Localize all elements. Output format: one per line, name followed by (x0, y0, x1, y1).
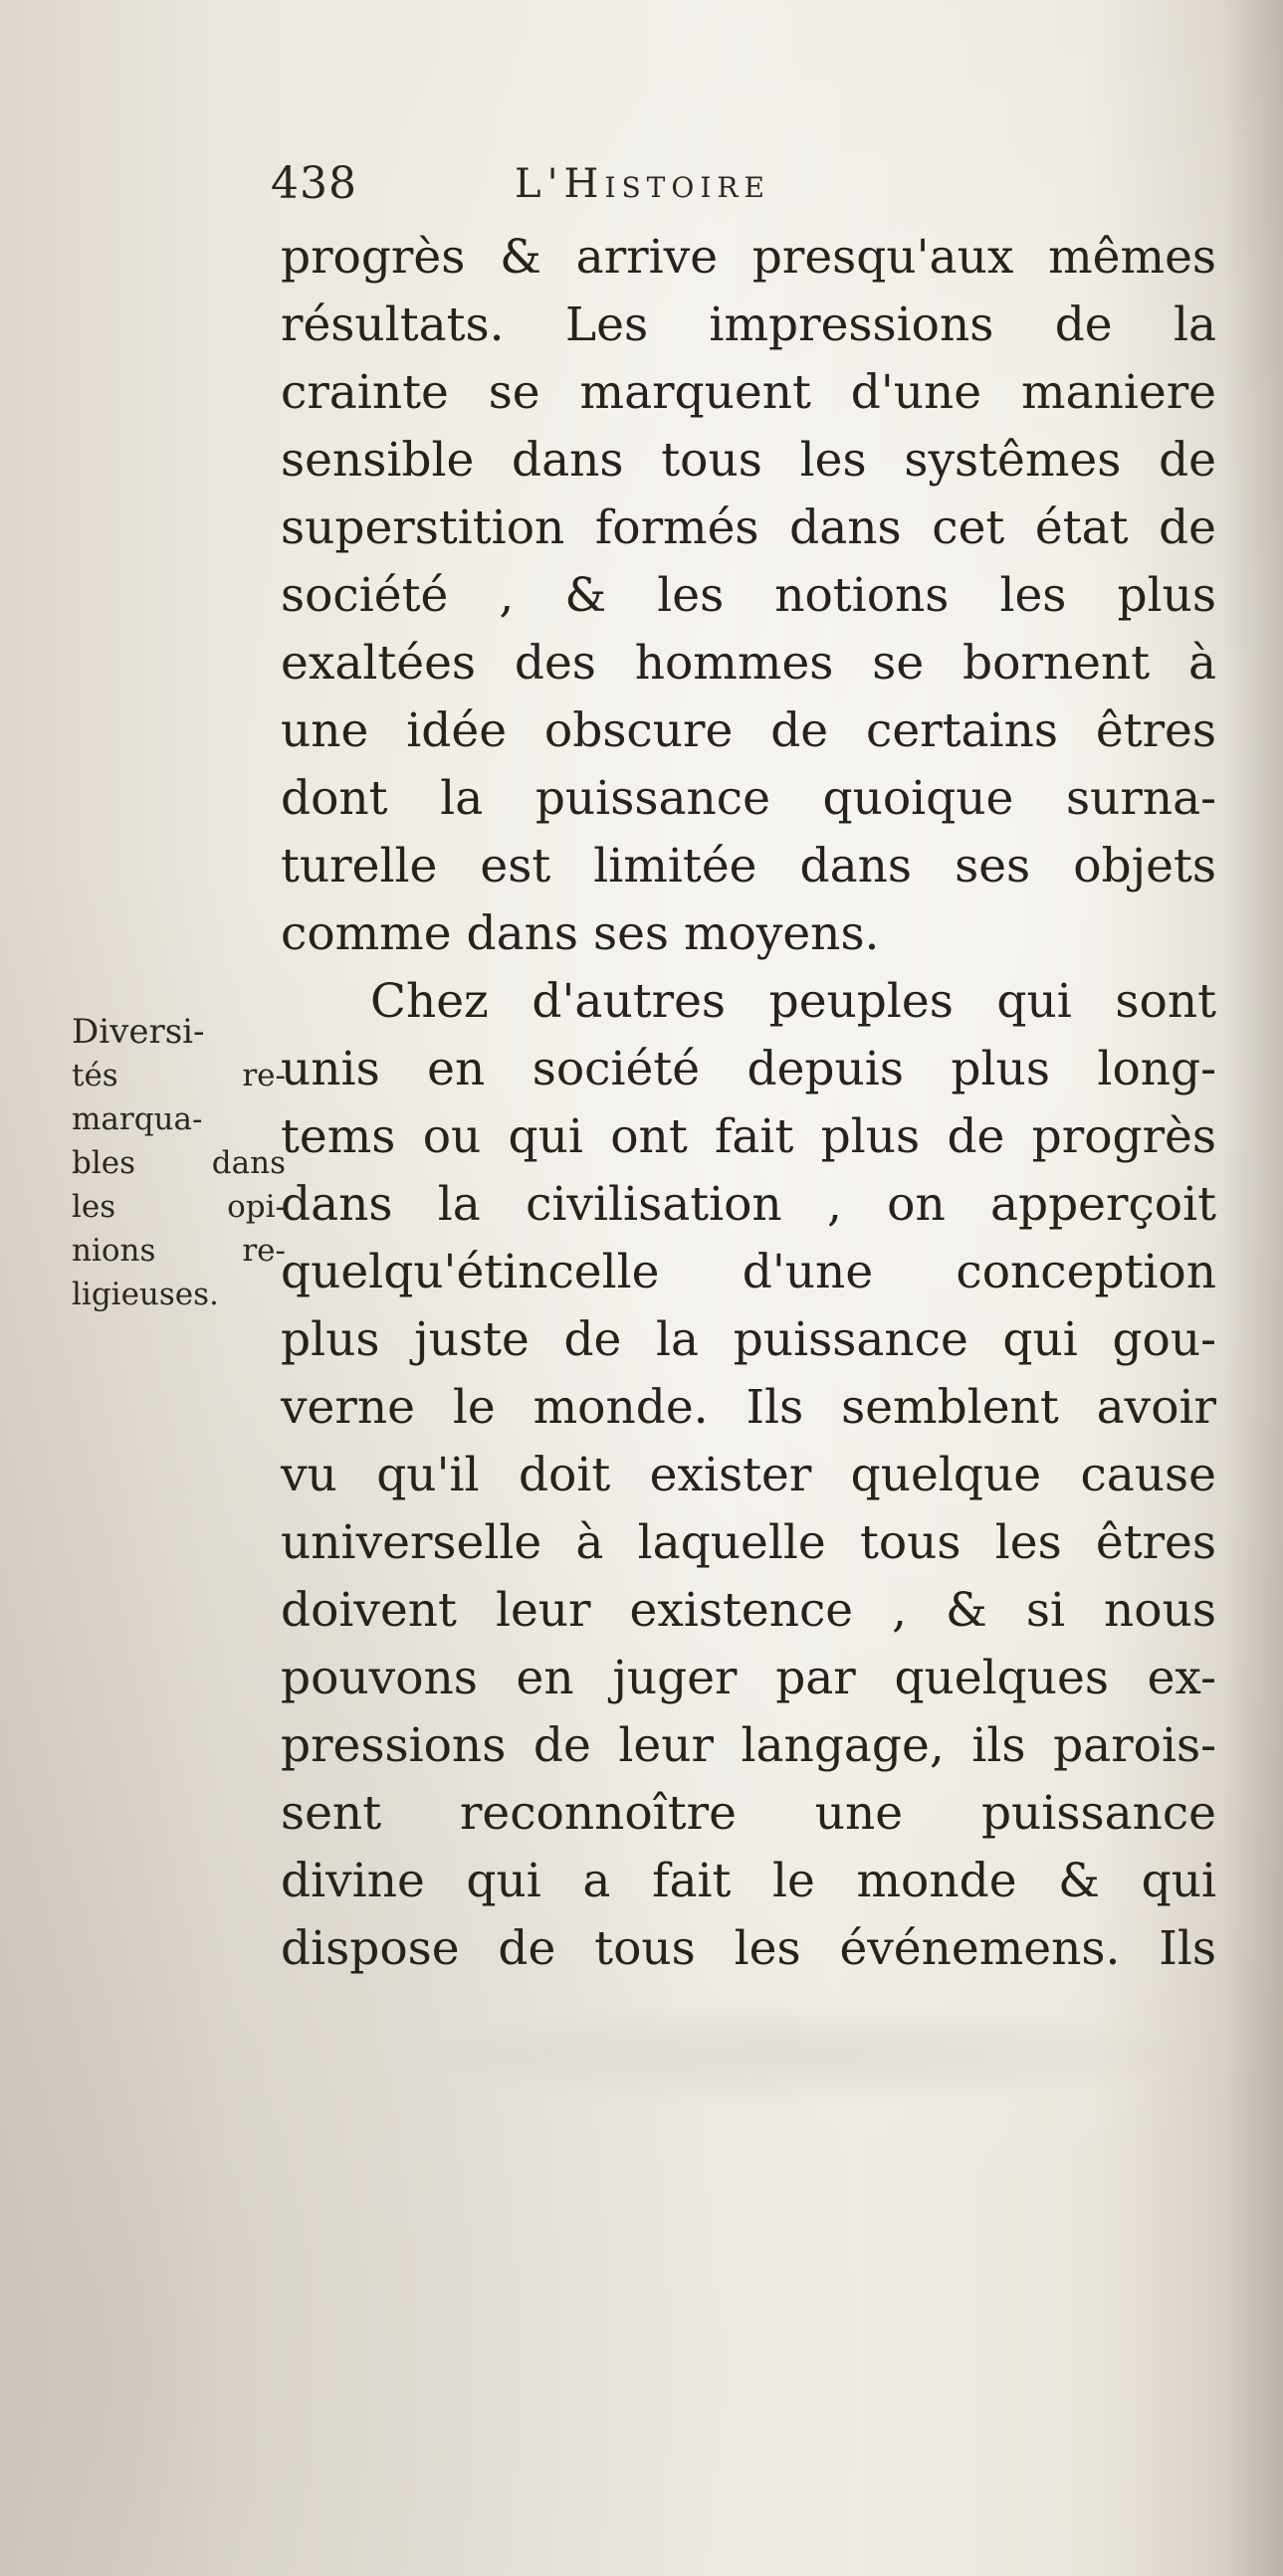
text-line: pouvons en juger par quelques ex- (281, 1651, 1216, 1705)
text-line: dont la puissance quoique surna- (281, 771, 1216, 826)
margin-note-line: nions re- (72, 1233, 286, 1269)
text-line: résultats. Les impressions de la (281, 297, 1216, 352)
text-line: comme dans ses moyens. (281, 906, 880, 961)
body-text (281, 224, 1216, 1983)
text-line: une idée obscure de certains êtres (281, 703, 1216, 758)
paragraph-start-line: Chez d'autres peuples qui sont (370, 974, 1216, 1029)
margin-note-line: marqua- (72, 1101, 203, 1137)
text-line: société , & les notions les plus (281, 568, 1216, 623)
text-line: progrès & arrive presqu'aux mêmes (281, 230, 1216, 285)
margin-note (72, 1010, 286, 1316)
text-line: quelqu'étincelle d'une conception (281, 1245, 1216, 1299)
text-line: dans la civilisation , on apperçoit (281, 1177, 1216, 1232)
margin-note-line: bles dans (72, 1145, 286, 1181)
text-line: pressions de leur langage, ils parois- (281, 1718, 1216, 1773)
text-line: dispose de tous les événemens. Ils (281, 1921, 1216, 1976)
margin-note-line: tés re- (72, 1058, 286, 1093)
text-line: verne le monde. Ils semblent avoir (281, 1380, 1216, 1435)
text-line: vu qu'il doit exister quelque cause (281, 1448, 1216, 1502)
page-header (271, 149, 1266, 219)
show-through-shadow (418, 2000, 1194, 2109)
text-line: sensible dans tous les systêmes de (281, 433, 1216, 488)
margin-note-line: ligieuses. (72, 1277, 219, 1312)
text-line: unis en société depuis plus long- (281, 1042, 1216, 1096)
page-number: 438 (271, 158, 357, 209)
text-line: tems ou qui ont fait plus de progrès (281, 1109, 1216, 1164)
text-line: doivent leur existence , & si nous (281, 1583, 1216, 1638)
text-line: crainte se marquent d'une maniere (281, 365, 1216, 420)
margin-note-line: Diversi- (72, 1012, 205, 1052)
text-line: superstition formés dans cet état de (281, 500, 1216, 555)
text-line: divine qui a fait le monde & qui (281, 1854, 1216, 1908)
text-line: plus juste de la puissance qui gou- (281, 1312, 1216, 1367)
text-line: sent reconnoître une puissance (281, 1786, 1216, 1841)
text-line: universelle à laquelle tous les êtres (281, 1515, 1216, 1570)
text-line: turelle est limitée dans ses objets (281, 839, 1216, 893)
text-line: exaltées des hommes se bornent à (281, 636, 1216, 691)
running-head: L'Histoire (515, 161, 770, 207)
margin-note-line: les opi- (72, 1189, 286, 1225)
